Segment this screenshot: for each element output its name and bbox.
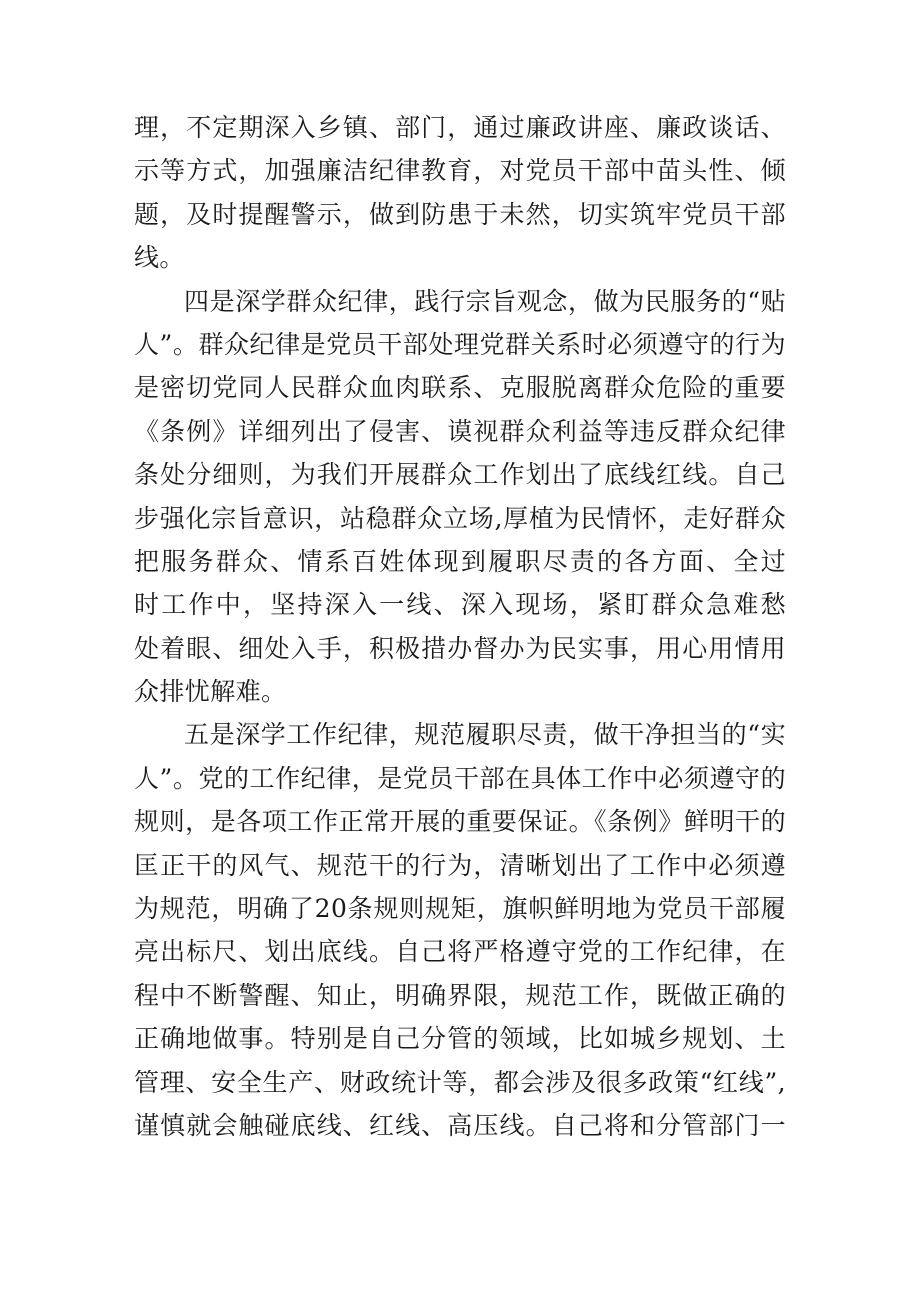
text-line: 四是深学群众纪律，践行宗旨观念，做为民服务的“贴: [184, 286, 786, 316]
text-line: 人”。党的工作纪律，是党员干部在具体工作中必须遵守的: [134, 763, 786, 793]
text-line: 示等方式，加强廉洁纪律教育，对党员干部中苗头性、倾: [134, 156, 786, 186]
text-line: 规则，是各项工作正常开展的重要保证。《条例》鲜明干的: [134, 807, 786, 837]
text-line: 正确地做事。特别是自己分管的领域，比如城乡规划、土: [134, 1024, 786, 1054]
text-line: 步强化宗旨意识，站稳群众立场,厚植为民情怀，走好群众: [134, 503, 786, 533]
text-line: 《条例》详细列出了侵害、谟视群众利益等违反群众纪律: [134, 416, 786, 446]
text-line: 理，不定期深入乡镇、部门，通过廉政讲座、廉政谈话、: [134, 113, 786, 142]
text-line: 是密切党同人民群众血肉联系、克服脱离群众危险的重要: [134, 373, 786, 403]
text-line: 题，及时提醒警示，做到防患于未然，切实筑牢党员干部: [134, 199, 786, 229]
text-line: 线。: [134, 243, 185, 273]
text-line: 为规范，明确了20条规则规矩，旗帜鲜明地为党员干部履: [134, 894, 786, 924]
paragraph-continued: [134, 106, 786, 280]
document-body: [134, 106, 786, 1147]
text-line: 亮出标尺、划出底线。自己将严格遵守党的工作纪律，在: [134, 937, 786, 967]
text-line: 程中不断警醒、知止，明确界限，规范工作，既做正确的: [134, 980, 786, 1010]
text-line: 人”。群众纪律是党员干部处理党群关系时必须遵守的行为: [134, 329, 786, 359]
text-line: 把服务群众、情系百姓体现到履职尽责的各方面、全过: [134, 546, 786, 576]
paragraph-four-mass-discipline: [134, 280, 786, 714]
text-line: 谨慎就会触碰底线、红线、高压线。自己将和分管部门一: [134, 1110, 786, 1140]
paragraph-five-work-discipline: [134, 713, 786, 1147]
text-line: 条处分细则，为我们开展群众工作划出了底线红线。自己: [134, 460, 786, 490]
text-line: 众排忧解难。: [134, 677, 287, 707]
text-line: 时工作中，坚持深入一线、深入现场，紧盯群众急难愁: [134, 590, 786, 620]
text-line: 匡正干的风气、规范干的行为，清晰划出了工作中必须遵: [134, 850, 786, 880]
text-line: 五是深学工作纪律，规范履职尽责，做干净担当的“实: [184, 720, 786, 750]
text-line: 处着眼、细处入手，积极措办督办为民实事，用心用情用: [134, 633, 786, 663]
text-line: 管理、安全生产、财政统计等，都会涉及很多政策“红线”,: [134, 1067, 786, 1097]
